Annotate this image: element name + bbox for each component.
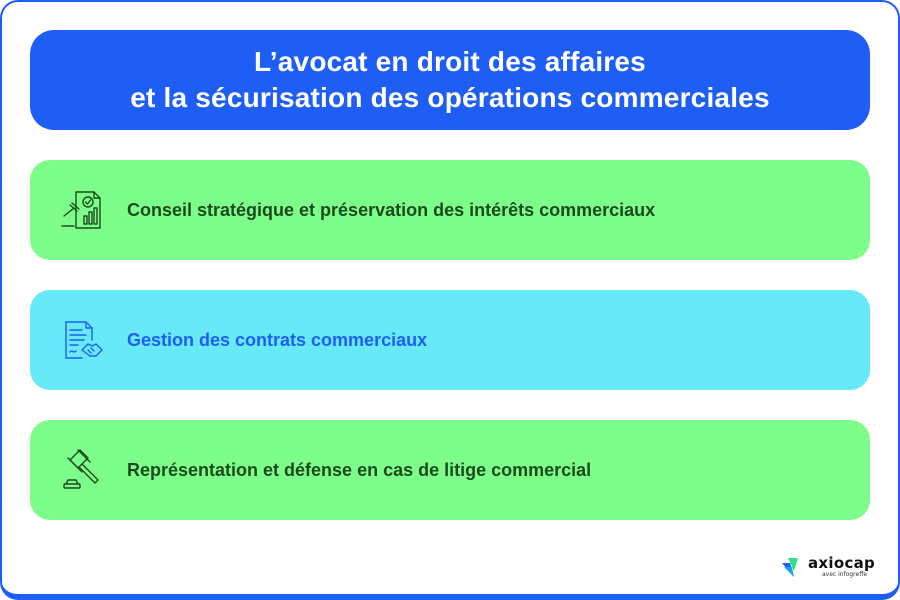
logo-name: axiocap	[808, 554, 876, 572]
title-line-1: L’avocat en droit des affaires	[254, 46, 646, 77]
title-line-2: et la sécurisation des opérations commerciales	[130, 82, 770, 113]
item-label: Représentation et défense en cas de litige commercial	[127, 459, 592, 480]
gavel-icon	[58, 446, 106, 494]
axiocap-logo	[780, 555, 875, 579]
item-label: Conseil stratégique et préservation des intérêts commerciaux	[127, 199, 656, 220]
contract-handshake-icon	[58, 316, 106, 364]
logo-subtitle: avec infogreffe	[822, 571, 868, 578]
item-card-strategy	[30, 160, 870, 260]
axiocap-logo-mark-icon	[780, 555, 804, 579]
title-banner	[30, 30, 870, 130]
item-card-contracts	[30, 290, 870, 390]
item-card-litigation	[30, 420, 870, 520]
strategy-document-gavel-icon	[58, 186, 106, 234]
item-label: Gestion des contrats commerciaux	[127, 329, 428, 350]
